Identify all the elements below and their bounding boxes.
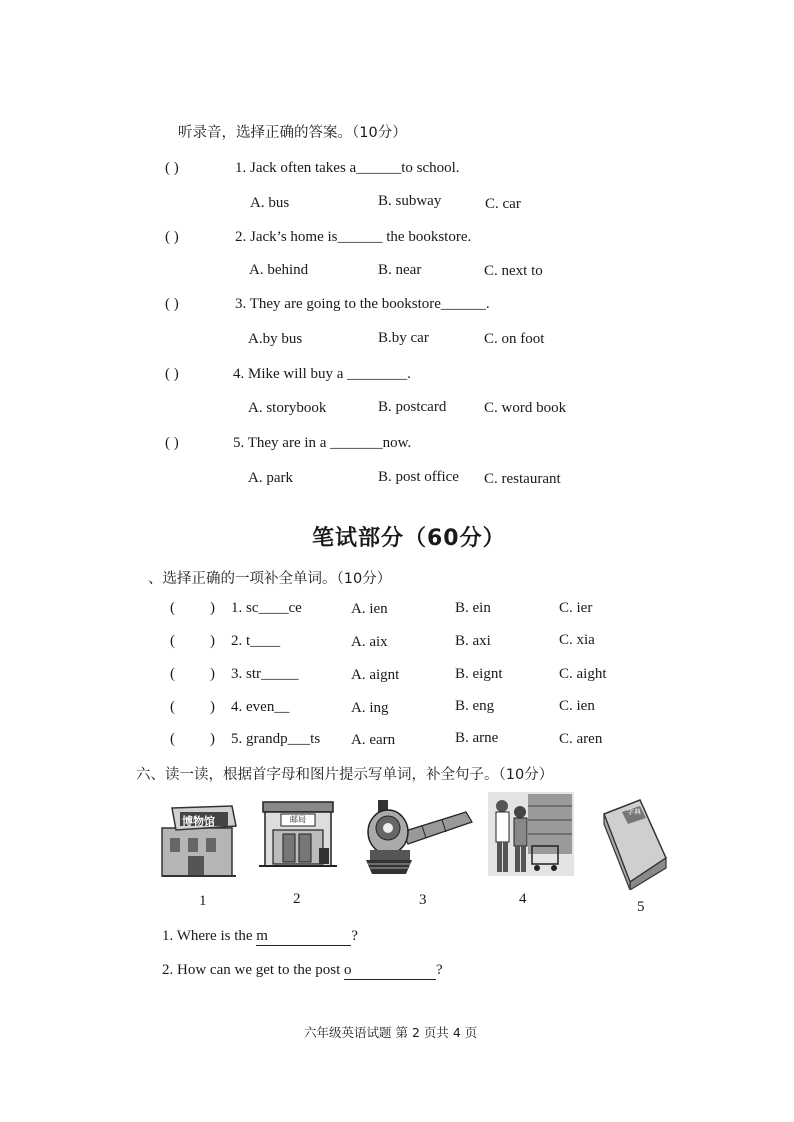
answer-paren[interactable]: ( ): [165, 296, 179, 312]
option-c: C. restaurant: [484, 471, 561, 487]
option-a: A. aignt: [351, 667, 400, 683]
option-c: C. car: [485, 196, 521, 212]
option-a: A.by bus: [248, 331, 303, 347]
option-b: B. arne: [455, 730, 499, 746]
question-text: 3. str_____: [231, 666, 299, 682]
section5-header: 、选择正确的一项补全单词。（10分）: [148, 571, 392, 587]
answer-paren-close: ): [210, 731, 215, 747]
fill-sentence-2: [162, 962, 443, 980]
option-c: C. ien: [559, 698, 595, 714]
option-a: A. ing: [351, 700, 389, 716]
option-c: C. on foot: [484, 331, 545, 347]
option-a: A. storybook: [248, 400, 327, 416]
question-text: 5. grandp___ts: [231, 731, 321, 747]
picture-number: 1: [199, 893, 207, 909]
option-a: A. park: [248, 470, 293, 486]
train-image: [362, 796, 474, 878]
option-a: A. bus: [250, 195, 290, 211]
option-b: B. subway: [378, 193, 442, 209]
option-b: B. postcard: [378, 399, 447, 415]
question-text: 2. t____: [231, 633, 281, 649]
answer-paren[interactable]: ( ): [165, 366, 179, 382]
option-c: C. ier: [559, 600, 593, 616]
sentence-suffix: ?: [351, 928, 358, 944]
dictionary-sign-text: 字典: [627, 808, 641, 816]
answer-paren-close: ): [210, 666, 215, 682]
option-b: B. eng: [455, 698, 495, 714]
picture-number: 5: [637, 899, 645, 915]
answer-paren-close: ): [210, 633, 215, 649]
question-text: 4. even__: [231, 699, 290, 715]
section6-header: 六、读一读，根据首字母和图片提示写单词，补全句子。（10分）: [136, 767, 554, 783]
option-b: B. eignt: [455, 666, 503, 682]
option-b: B. near: [378, 262, 422, 278]
sentence-prefix: 2. How can we get to the post: [162, 962, 345, 978]
answer-paren[interactable]: ( ): [165, 160, 179, 176]
answer-paren[interactable]: (: [170, 666, 175, 682]
answer-paren[interactable]: (: [170, 699, 175, 715]
dictionary-image: [600, 798, 668, 890]
picture-number: 2: [293, 891, 301, 907]
post-office-image: [257, 800, 339, 870]
question-text: 5. They are in a _______now.: [233, 435, 412, 451]
listening-section-header: 听录音，选择正确的答案。（10分）: [178, 125, 407, 141]
question-text: 2. Jack’s home is______ the bookstore.: [235, 229, 472, 245]
picture-number: 3: [419, 892, 427, 908]
answer-paren[interactable]: (: [170, 600, 175, 616]
option-c: C. next to: [484, 263, 543, 279]
train-icon: [362, 796, 474, 878]
option-c: C. xia: [559, 632, 595, 648]
question-text: 4. Mike will buy a ________.: [233, 366, 411, 382]
option-c: C. aren: [559, 731, 603, 747]
answer-blank[interactable]: [344, 962, 436, 980]
blank-initial: o: [344, 962, 352, 978]
answer-paren[interactable]: (: [170, 731, 175, 747]
shopping-image: [488, 792, 574, 876]
option-a: A. behind: [249, 262, 309, 278]
option-b: B. ein: [455, 600, 491, 616]
option-c: C. word book: [484, 400, 567, 416]
question-text: 1. Jack often takes a______to school.: [235, 160, 460, 176]
museum-sign-text: 博物馆: [182, 815, 215, 828]
answer-paren[interactable]: ( ): [165, 229, 179, 245]
fill-sentence-1: [162, 928, 358, 946]
answer-paren-close: ): [210, 600, 215, 616]
question-text: 1. sc____ce: [231, 600, 302, 616]
option-b: B.by car: [378, 330, 429, 346]
option-a: A. aix: [351, 634, 388, 650]
blank-initial: m: [256, 928, 268, 944]
option-a: A. earn: [351, 732, 396, 748]
written-part-title: 笔试部分（60分）: [312, 526, 506, 551]
question-text: 3. They are going to the bookstore______.: [235, 296, 490, 312]
post-sign-text: 邮局: [290, 815, 306, 824]
option-c: C. aight: [559, 666, 607, 682]
answer-paren[interactable]: (: [170, 633, 175, 649]
museum-image: [158, 800, 240, 880]
sentence-suffix: ?: [436, 962, 443, 978]
picture-number: 4: [519, 891, 527, 907]
answer-paren-close: ): [210, 699, 215, 715]
answer-paren[interactable]: ( ): [165, 435, 179, 451]
page-footer: 六年级英语试题 第 2 页共 4 页: [304, 1025, 478, 1040]
answer-blank[interactable]: [256, 928, 351, 946]
sentence-prefix: 1. Where is the: [162, 928, 257, 944]
option-b: B. axi: [455, 633, 491, 649]
option-a: A. ien: [351, 601, 388, 617]
option-b: B. post office: [378, 469, 459, 485]
